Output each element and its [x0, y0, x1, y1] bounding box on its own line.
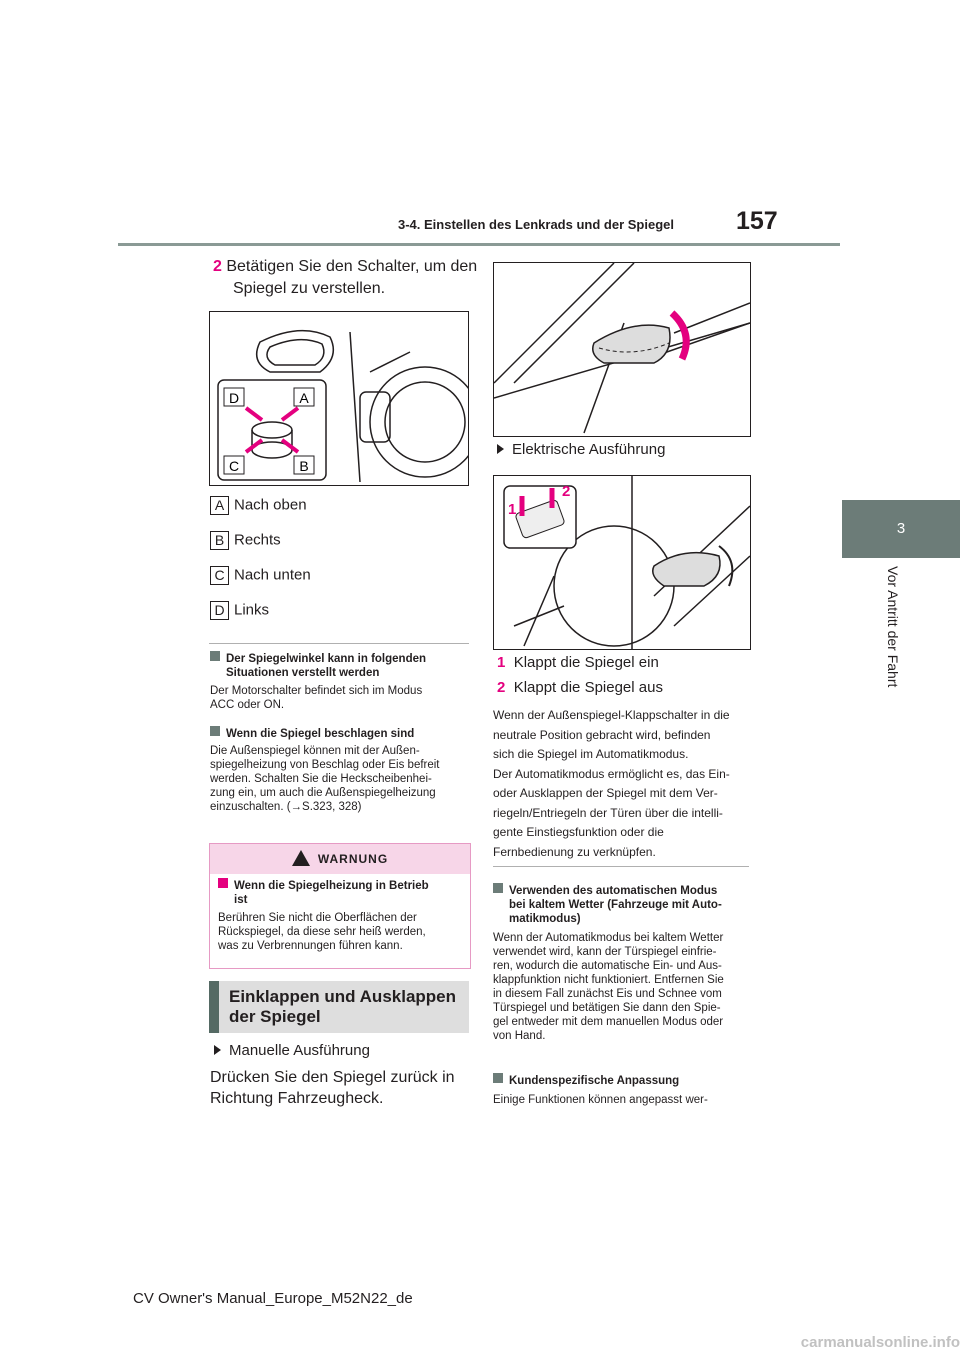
- auto-mode-text: Wenn der Außenspiegel-Klappschalter in die neutrale Position gebracht wird, befinden sich die Spiegel im Automatikmodus. Der Automatikmodus ermöglicht es, das Ein- oder Ausklappen der Spiegel mit dem Ver- riegeln/Entriegeln der Türen über die intelli- gente Einstiegsfunktion oder die Fernbedienung zu verknüpfen.: [493, 708, 730, 859]
- step-2-line2: Spiegel zu verstellen.: [233, 280, 386, 297]
- fig2-label-1: 1: [508, 501, 517, 518]
- fig-label-c: C: [228, 458, 240, 474]
- electric-fold-illustration: [494, 476, 750, 649]
- note-fogged-mirrors: Wenn die Spiegel beschlagen sind Die Außenspiegel können mit der Außen- spiegelheizung von Beschlag oder Eis befreit werden. Schalten Sie die Heckscheibenhei- zung ein, um auch die Außenspiegelheizung einzuschalten. (→S.323, 328): [210, 728, 440, 813]
- electric-label: Elektrische Ausführung: [497, 441, 665, 458]
- header-rule: [118, 243, 840, 246]
- electric-step-2: 2 Klappt die Spiegel aus: [497, 679, 663, 696]
- chapter-tab: 3: [842, 500, 960, 558]
- watermark: carmanualsonline.info: [800, 1334, 960, 1358]
- footer: CV Owner's Manual_Europe_M52N22_de: [133, 1290, 413, 1307]
- chapter-title: Vor Antritt der Fahrt: [885, 566, 901, 688]
- arrow-icon: [214, 1045, 221, 1055]
- legend-b: B Rechts: [210, 531, 281, 550]
- legend-c: C Nach unten: [210, 566, 311, 585]
- legend-a: A Nach oben: [210, 496, 307, 515]
- note-customization: Kundenspezifische Anpassung Einige Funktionen können angepasst wer-: [493, 1075, 708, 1106]
- legend-d: D Links: [210, 601, 269, 620]
- fig-label-d: D: [228, 390, 240, 406]
- electric-step-1: 1 Klappt die Spiegel ein: [497, 654, 659, 671]
- fig2-label-2: 2: [562, 483, 571, 500]
- manual-label: Manuelle Ausführung: [214, 1042, 370, 1059]
- manual-fold-illustration: [494, 263, 750, 436]
- note-cold-weather: Verwenden des automatischen Modus bei kaltem Wetter (Fahrzeuge mit Auto- matikmodus) Wenn der Automatikmodus bei kaltem Wetter verwendet wird, kann der Türspiegel einfrie- ren, wodurch die automatische Ein- und Aus- klappfunktion nicht funktioniert. Entfernen Sie in diesem Fall zunächst Eis und Schnee vom Türspiegel und betätigen Sie dann den Spie- gel entweder mit dem manuellen Modus oder von Hand.: [493, 885, 724, 1042]
- mirror-switch-figure: [209, 311, 469, 486]
- warning-icon: [292, 850, 310, 866]
- warning-box: WARNUNG Wenn die Spiegelheizung in Betrieb ist Berühren Sie nicht die Oberflächen der Rückspiegel, da diese sehr heiß werden, was zu Verbrennungen führen kann.: [209, 843, 471, 969]
- manual-fold-figure: [493, 262, 751, 437]
- note-mirror-angle: Der Spiegelwinkel kann in folgenden Situationen verstellt werden Der Motorschalter befindet sich im Modus ACC oder ON.: [210, 653, 427, 711]
- mirror-switch-illustration: [210, 312, 468, 485]
- fig-label-a: A: [299, 390, 309, 406]
- fig-label-b: B: [299, 458, 309, 474]
- manual-text: Drücken Sie den Spiegel zurück in Richtung Fahrzeugheck.: [210, 1069, 455, 1107]
- electric-fold-figure: [493, 475, 751, 650]
- warning-heading: WARNUNG: [210, 844, 470, 874]
- step-2: 2 Betätigen Sie den Schalter, um den: [213, 258, 478, 275]
- arrow-icon: [497, 444, 504, 454]
- section-header: 3-4. Einstellen des Lenkrads und der Spiegel: [398, 217, 674, 232]
- page-number: 157: [736, 207, 778, 235]
- divider: [493, 866, 749, 867]
- divider: [209, 643, 469, 644]
- section-heading: Einklappen und Ausklappen der Spiegel: [209, 981, 469, 1033]
